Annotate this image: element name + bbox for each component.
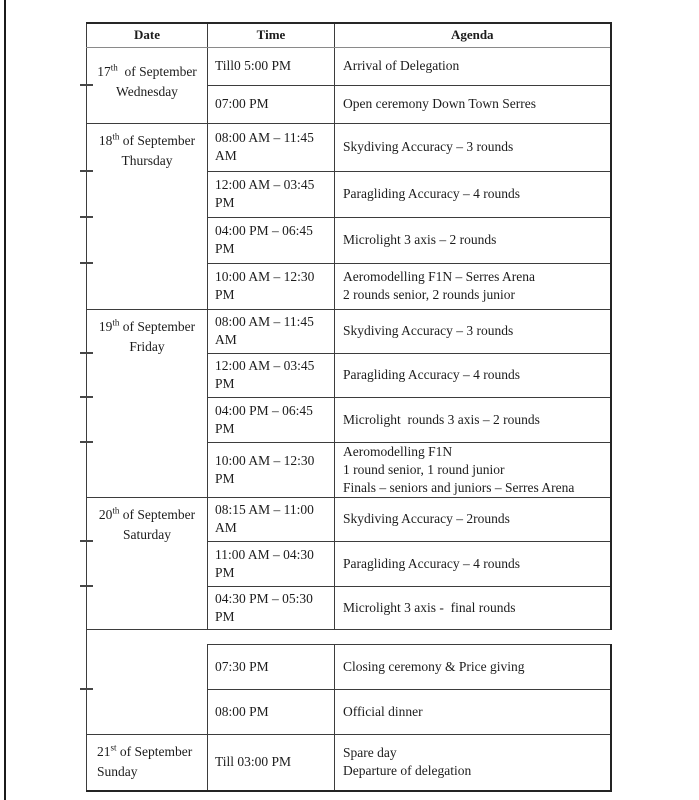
scan-tick [80, 396, 93, 398]
time-cell: Till 03:00 PM [208, 734, 335, 791]
scan-tick [80, 84, 93, 86]
time-cell: 07:30 PM [208, 644, 335, 689]
agenda-cell: Paragliding Accuracy – 4 rounds [335, 541, 611, 586]
scan-tick [80, 352, 93, 354]
col-header-time: Time [208, 23, 335, 47]
date-text: 18th of September [98, 131, 196, 148]
agenda-cell: Microlight 3 axis – 2 rounds [335, 217, 611, 263]
weekday-text: Thursday [121, 152, 173, 168]
date-cell-empty [87, 644, 208, 734]
time-cell: 11:00 AM – 04:30 PM [208, 541, 335, 586]
scan-tick [80, 441, 93, 443]
time-cell: 08:00 AM – 11:45 AM [208, 123, 335, 171]
scan-tick [80, 540, 93, 542]
table-row [87, 497, 611, 541]
gap-date-cell [87, 629, 208, 644]
agenda-cell: Microlight 3 axis - final rounds [335, 586, 611, 629]
time-cell: 10:00 AM – 12:30 PM [208, 442, 335, 497]
agenda-cell: Spare day Departure of delegation [335, 734, 611, 791]
time-cell: 12:00 AM – 03:45 PM [208, 353, 335, 397]
scan-tick [80, 262, 93, 264]
gap-cell [335, 629, 611, 644]
date-cell-20-september [87, 497, 208, 629]
time-cell: 04:30 PM – 05:30 PM [208, 586, 335, 629]
agenda-cell: Aeromodelling F1N – Serres Arena 2 rounds senior, 2 rounds junior [335, 263, 611, 309]
scan-edge-line [4, 0, 6, 800]
date-cell-17-september [87, 47, 208, 123]
time-cell: 12:00 AM – 03:45 PM [208, 171, 335, 217]
time-cell: 10:00 AM – 12:30 PM [208, 263, 335, 309]
agenda-cell: Official dinner [335, 689, 611, 734]
weekday-text: Saturday [123, 526, 171, 542]
schedule-table [86, 22, 612, 792]
table-gap-row [87, 629, 611, 644]
col-header-date: Date [87, 23, 208, 47]
agenda-cell: Paragliding Accuracy – 4 rounds [335, 353, 611, 397]
time-cell: 07:00 PM [208, 85, 335, 123]
date-cell-21-september [87, 734, 208, 791]
agenda-cell: Aeromodelling F1N 1 round senior, 1 round junior Finals – seniors and juniors – Serres Arena [335, 442, 611, 497]
table-row [87, 734, 611, 791]
time-cell: 04:00 PM – 06:45 PM [208, 217, 335, 263]
agenda-cell: Arrival of Delegation [335, 47, 611, 85]
date-text: 21st of September [97, 742, 193, 760]
date-text: 17th of September [97, 62, 197, 79]
time-cell: 08:00 AM – 11:45 AM [208, 309, 335, 353]
date-cell-19-september [87, 309, 208, 497]
date-text: 20th of September [98, 505, 196, 522]
header-row [87, 23, 611, 47]
table-row [87, 123, 611, 171]
scan-tick [80, 216, 93, 218]
agenda-cell: Skydiving Accuracy – 2rounds [335, 497, 611, 541]
agenda-cell: Skydiving Accuracy – 3 rounds [335, 309, 611, 353]
scan-tick [80, 688, 93, 690]
agenda-cell: Paragliding Accuracy – 4 rounds [335, 171, 611, 217]
table-row [87, 644, 611, 689]
weekday-text: Sunday [97, 764, 138, 780]
agenda-cell: Closing ceremony & Price giving [335, 644, 611, 689]
time-cell: 08:15 AM – 11:00 AM [208, 497, 335, 541]
time-cell: 04:00 PM – 06:45 PM [208, 397, 335, 442]
time-cell: 08:00 PM [208, 689, 335, 734]
agenda-cell: Microlight rounds 3 axis – 2 rounds [335, 397, 611, 442]
gap-cell [208, 629, 335, 644]
agenda-cell: Open ceremony Down Town Serres [335, 85, 611, 123]
date-cell-18-september [87, 123, 208, 309]
table-row [87, 47, 611, 85]
time-cell: Till0 5:00 PM [208, 47, 335, 85]
weekday-text: Wednesday [116, 83, 178, 99]
col-header-agenda: Agenda [335, 23, 611, 47]
weekday-text: Friday [129, 338, 165, 354]
agenda-cell: Skydiving Accuracy – 3 rounds [335, 123, 611, 171]
date-text: 19th of September [98, 317, 196, 334]
scan-tick [80, 585, 93, 587]
scan-tick [80, 170, 93, 172]
table-row [87, 309, 611, 353]
